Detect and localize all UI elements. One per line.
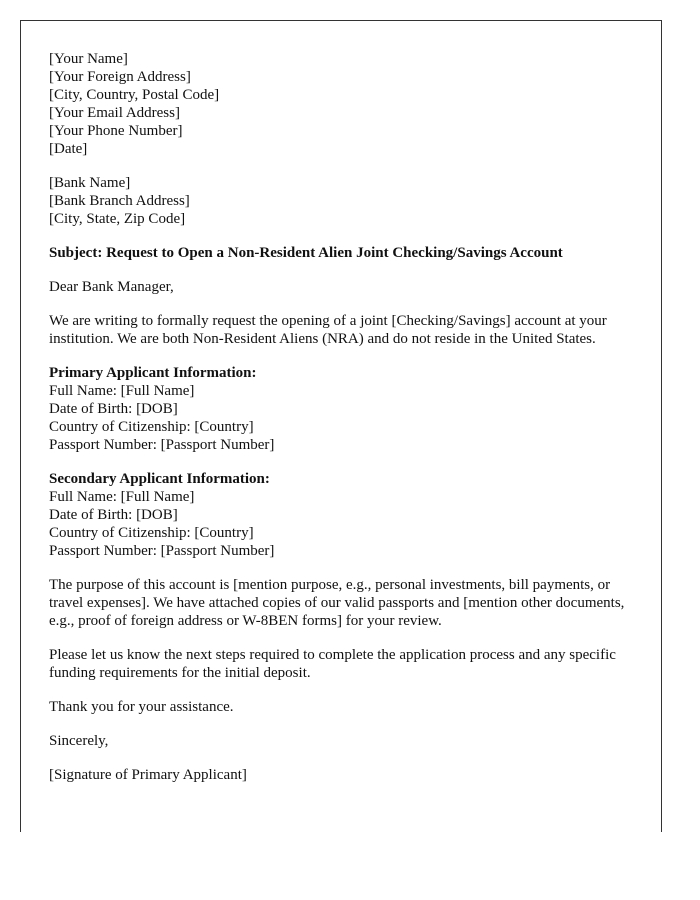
closing-line: Sincerely,: [49, 733, 109, 749]
primary-passport: Passport Number: [Passport Number]: [49, 437, 275, 453]
sender-email: [Your Email Address]: [49, 105, 180, 121]
bank-city: [City, State, Zip Code]: [49, 211, 186, 227]
primary-full-name: Full Name: [Full Name]: [49, 383, 195, 399]
sender-city: [City, Country, Postal Code]: [49, 87, 220, 103]
primary-dob: Date of Birth: [DOB]: [49, 401, 178, 417]
next-steps-paragraph: Please let us know the next steps required to complete the application process and any specific funding requirements for the initial deposit.: [49, 647, 616, 681]
recipient-block: [49, 174, 632, 228]
subject-line: Subject: Request to Open a Non-Resident Alien Joint Checking/Savings Account: [49, 245, 563, 261]
primary-citizenship: Country of Citizenship: [Country]: [49, 419, 254, 435]
sender-phone: [Your Phone Number]: [49, 123, 183, 139]
secondary-full-name: Full Name: [Full Name]: [49, 489, 195, 505]
intro-paragraph: We are writing to formally request the opening of a joint [Checking/Savings] account at your institution. We are both Non-Resident Aliens (NRA) and do not reside in the United States.: [49, 313, 607, 347]
letter-page: [20, 20, 662, 832]
secondary-dob: Date of Birth: [DOB]: [49, 507, 178, 523]
sender-address: [Your Foreign Address]: [49, 69, 191, 85]
salutation: Dear Bank Manager,: [49, 279, 174, 295]
letter-date: [Date]: [49, 141, 88, 157]
secondary-citizenship: Country of Citizenship: [Country]: [49, 525, 254, 541]
signature-line: [Signature of Primary Applicant]: [49, 767, 247, 783]
thanks-line: Thank you for your assistance.: [49, 699, 234, 715]
primary-heading: Primary Applicant Information:: [49, 365, 257, 381]
primary-applicant-block: [49, 364, 632, 454]
purpose-paragraph: The purpose of this account is [mention purpose, e.g., personal investments, bill payments, or travel expenses]. We have attached copies of our valid passports and [mention other documents, e.g., proof of foreign address or W-8BEN forms] for your review.: [49, 577, 625, 629]
sender-block: [49, 50, 632, 158]
sender-name: [Your Name]: [49, 51, 128, 67]
secondary-heading: Secondary Applicant Information:: [49, 471, 270, 487]
bank-name: [Bank Name]: [49, 175, 131, 191]
secondary-passport: Passport Number: [Passport Number]: [49, 543, 275, 559]
bank-address: [Bank Branch Address]: [49, 193, 190, 209]
secondary-applicant-block: [49, 470, 632, 560]
